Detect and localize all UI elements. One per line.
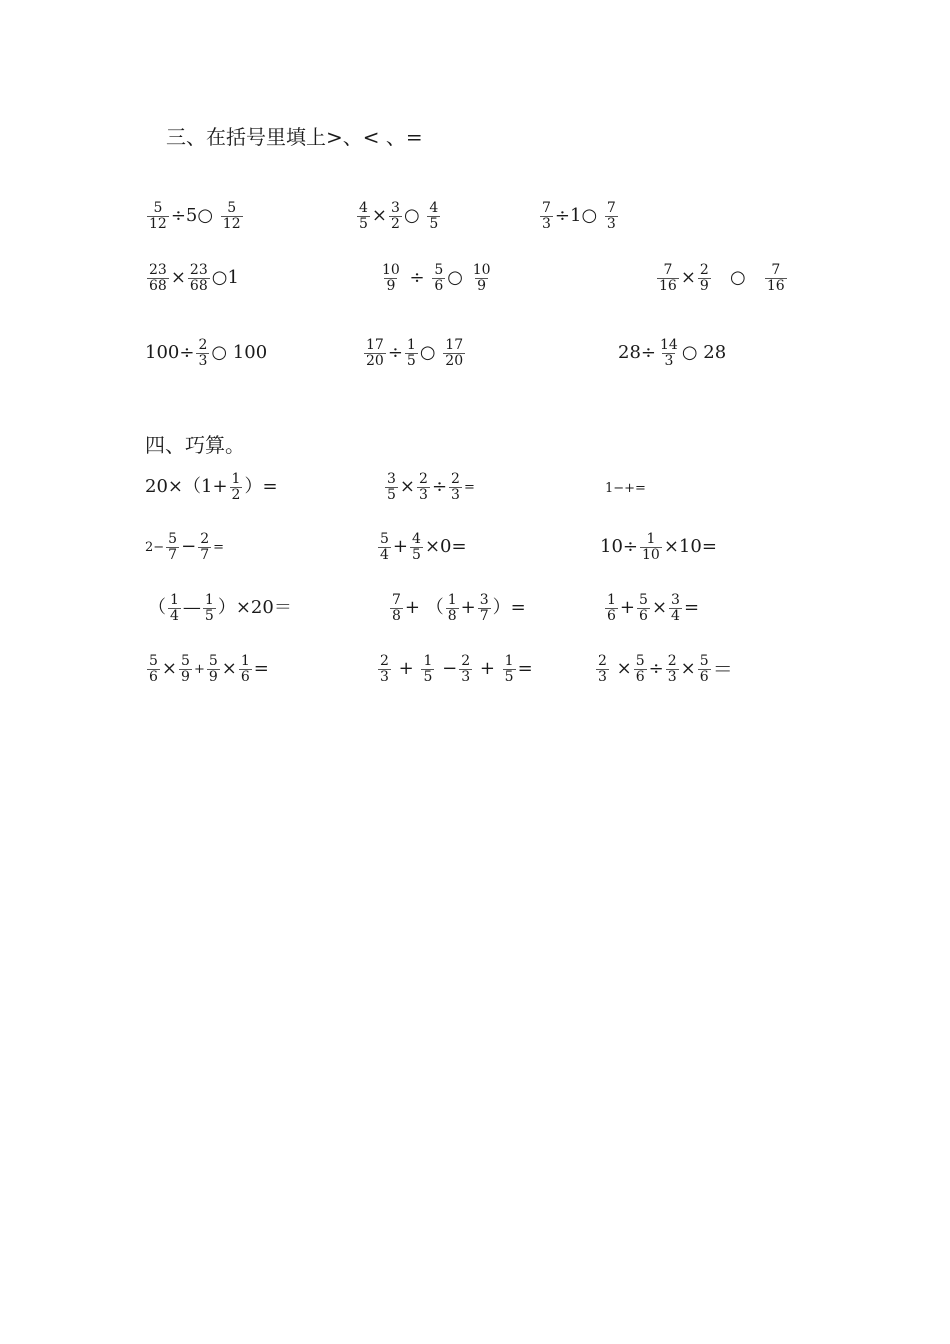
expression-text: ○ 100 [211,342,268,364]
fraction [364,338,386,368]
fraction-denominator: 20 [366,352,384,369]
expression-text: ÷ [431,476,448,498]
fraction-numerator: 5 [380,531,389,547]
fraction [765,263,787,293]
expression-text: ）= [492,597,526,619]
fraction [203,593,216,623]
expression-text: + （ [404,597,444,619]
calc-expression [388,593,526,623]
fraction-numerator: 7 [542,200,551,216]
fraction-numerator: 7 [606,200,616,216]
expression-text: − [436,658,458,680]
expression-text: ○ 28 [681,342,727,364]
fraction-numerator: 3 [671,592,680,608]
fraction-denominator: 5 [204,607,214,624]
calc-expression [145,472,278,502]
fraction [471,263,493,293]
fraction-denominator: 68 [189,277,208,294]
fraction-numerator: 5 [227,200,237,216]
fraction-denominator: 7 [200,546,210,563]
fraction [207,654,220,684]
fraction-numerator: 10 [382,262,400,278]
fraction [239,654,252,684]
fraction-denominator: 4 [380,546,389,563]
fraction [196,338,209,368]
fraction-numerator: 1 [504,653,514,669]
fraction-denominator: 3 [598,668,607,685]
fraction-denominator: 3 [542,215,551,232]
fraction-numerator: 14 [660,337,678,353]
calc-expression [376,532,467,562]
expression-text: ÷ [403,267,431,289]
fraction-numerator: 7 [663,262,673,278]
fraction-denominator: 3 [667,668,677,685]
expression-text: ×10= [663,536,717,558]
fraction-numerator: 17 [366,337,384,353]
fraction [168,593,181,623]
calc-expression [145,532,224,562]
fraction-numerator: 1 [240,653,250,669]
section-4-title: 四、巧算。 [145,433,245,457]
fraction [698,654,711,684]
expression-text: × [170,267,186,289]
fraction-numerator: 17 [445,337,464,353]
compare-expression [618,338,726,368]
expression-text: + [392,658,420,680]
fraction-numerator: 2 [198,337,208,353]
expression-text: = [683,597,700,619]
fraction [446,593,459,623]
fraction [540,201,553,231]
fraction [605,201,618,231]
expression-text: + [392,536,409,558]
fraction-numerator: 4 [429,200,439,216]
expression-text: × [680,267,696,289]
compare-expression [355,201,442,231]
fraction-numerator: 1 [607,592,616,608]
fraction-numerator: 1 [231,471,241,487]
fraction-numerator: 5 [699,653,709,669]
fraction [605,593,618,623]
expression-text: — [182,597,201,619]
fraction-numerator: 4 [359,200,368,216]
fraction-denominator: 2 [391,215,400,232]
fraction [389,201,402,231]
fraction [478,593,491,623]
fraction-numerator: 5 [635,653,645,669]
expression-text: − [181,536,197,558]
expression-text: × [371,205,388,227]
fraction [405,338,418,368]
fraction-numerator: 5 [208,653,218,669]
fraction [179,654,192,684]
fraction-denominator: 6 [149,668,158,685]
fraction-denominator: 7 [168,546,178,563]
fraction-numerator: 3 [479,592,489,608]
fraction-numerator: 5 [153,200,163,216]
fraction-numerator: 1 [646,531,656,547]
fraction-denominator: 3 [198,352,208,369]
expression-text: × [161,658,178,680]
calc-expression [145,654,269,684]
fraction [198,532,211,562]
expression-text: 28÷ [618,342,656,364]
fraction-numerator: 3 [387,471,396,487]
fraction-numerator: 7 [392,592,401,608]
fraction-denominator: 9 [477,277,487,294]
fraction-numerator: 2 [667,653,677,669]
expression-text: ×0= [424,536,467,558]
expression-text: ÷5○ [170,205,219,227]
expression-text: + [460,597,476,619]
fraction [657,263,679,293]
fraction-denominator: 4 [671,607,680,624]
fraction [378,654,391,684]
fraction [188,263,210,293]
compare-expression [362,338,467,368]
fraction [596,654,609,684]
fraction [417,472,430,502]
fraction-denominator: 6 [639,607,648,624]
fraction-denominator: 3 [461,668,471,685]
fraction-denominator: 6 [434,277,444,294]
fraction-denominator: 12 [222,215,241,232]
calc-expression [600,532,717,562]
expression-text: ）×20＝ [217,597,292,619]
calc-expression [605,482,646,495]
expression-text: ○1 [211,267,239,289]
compare-expression [145,338,267,368]
calc-expression [603,593,699,623]
fraction-numerator: 2 [419,471,428,487]
fraction-denominator: 16 [659,277,677,294]
fraction-denominator: 5 [423,668,433,685]
expression-text: ○ [403,205,426,227]
fraction-denominator: 3 [606,215,616,232]
fraction [503,654,516,684]
expression-text: × [651,597,668,619]
expression-text: 2− [145,539,165,555]
fraction-numerator: 5 [639,592,648,608]
fraction-denominator: 68 [149,277,167,294]
fraction-denominator: 3 [419,486,428,503]
fraction [221,201,243,231]
fraction [666,654,679,684]
fraction-denominator: 10 [642,546,660,563]
fraction-numerator: 2 [380,653,389,669]
expression-text: + [474,658,501,680]
fraction [147,263,169,293]
fraction-denominator: 5 [429,215,439,232]
fraction-numerator: 2 [200,531,210,547]
fraction-numerator: 2 [598,653,607,669]
fraction [421,654,434,684]
expression-text: ）= [244,476,278,498]
fraction-denominator: 8 [447,607,457,624]
compare-expression [145,263,239,293]
fraction-denominator: 20 [445,352,464,369]
compare-expression [378,263,495,293]
expression-text: ○ [712,267,763,289]
fraction-numerator: 1 [447,592,457,608]
expression-text: 1−+= [605,481,646,496]
fraction-denominator: 2 [231,486,241,503]
fraction [459,654,472,684]
fraction-denominator: 3 [380,668,389,685]
fraction-denominator: 9 [208,668,218,685]
fraction-denominator: 5 [412,546,421,563]
fraction-denominator: 4 [170,607,179,624]
fraction-numerator: 1 [406,337,416,353]
expression-text: × [221,658,237,680]
fraction-denominator: 6 [635,668,645,685]
fraction-numerator: 1 [170,592,179,608]
fraction [669,593,682,623]
fraction-numerator: 2 [699,262,709,278]
fraction [410,532,423,562]
fraction [634,654,647,684]
expression-text: ○ [447,267,469,289]
section-3-title: 三、在括号里填上>、< 、= [166,125,423,149]
expression-text: × [399,476,416,498]
fraction-numerator: 5 [434,262,444,278]
fraction-numerator: 1 [204,592,214,608]
fraction-denominator: 9 [386,277,396,294]
fraction [698,263,711,293]
fraction-numerator: 4 [412,531,421,547]
fraction-denominator: 8 [392,607,401,624]
expression-text: + [193,661,205,677]
fraction-denominator: 5 [504,668,514,685]
expression-text: ○ [419,342,442,364]
calc-expression [376,654,533,684]
fraction [230,472,243,502]
compare-expression [145,201,245,231]
fraction [385,472,398,502]
expression-text: 10÷ [600,536,638,558]
fraction [390,593,403,623]
compare-expression [538,201,620,231]
fraction-denominator: 6 [699,668,709,685]
expression-text: ＝ [712,657,733,682]
expression-text: × [610,658,632,680]
expression-text: （ [148,597,166,619]
fraction [147,654,160,684]
fraction [640,532,662,562]
fraction-numerator: 5 [168,531,178,547]
fraction [378,532,391,562]
fraction-denominator: 16 [766,277,785,294]
fraction [357,201,370,231]
fraction [637,593,650,623]
fraction-denominator: 6 [607,607,616,624]
expression-text: ÷ [387,342,403,364]
fraction-denominator: 5 [406,352,416,369]
fraction-denominator: 3 [664,352,674,369]
fraction [147,201,169,231]
fraction-denominator: 12 [149,215,167,232]
calc-expression [148,593,292,623]
fraction-denominator: 5 [359,215,368,232]
fraction [166,532,179,562]
fraction-denominator: 3 [451,486,460,503]
fraction [427,201,440,231]
fraction-numerator: 23 [189,262,208,278]
fraction [380,263,402,293]
expression-text: ÷ [648,658,664,680]
fraction-numerator: 1 [423,653,433,669]
fraction-numerator: 5 [149,653,158,669]
calc-expression [383,472,475,502]
fraction-numerator: 3 [391,200,400,216]
compare-expression [655,263,789,293]
fraction-denominator: 9 [181,668,190,685]
fraction-numerator: 5 [181,653,190,669]
expression-text: ÷1○ [554,205,603,227]
fraction [658,338,680,368]
fraction [449,472,462,502]
fraction [432,263,445,293]
fraction-numerator: 2 [461,653,471,669]
fraction-denominator: 9 [699,277,709,294]
calc-expression [594,654,733,684]
fraction-numerator: 7 [771,262,781,278]
expression-text: × [680,658,696,680]
fraction [443,338,465,368]
fraction-denominator: 5 [387,486,396,503]
expression-text: 20×（1+ [145,476,228,498]
fraction-numerator: 23 [149,262,167,278]
expression-text: = [213,539,225,555]
expression-text: = [463,479,475,495]
fraction-denominator: 7 [479,607,489,624]
expression-text: + [619,597,636,619]
expression-text: 100÷ [145,342,195,364]
fraction-numerator: 2 [451,471,460,487]
fraction-numerator: 10 [472,262,491,278]
expression-text: = [253,658,269,680]
fraction-denominator: 6 [240,668,250,685]
expression-text: = [517,658,533,680]
